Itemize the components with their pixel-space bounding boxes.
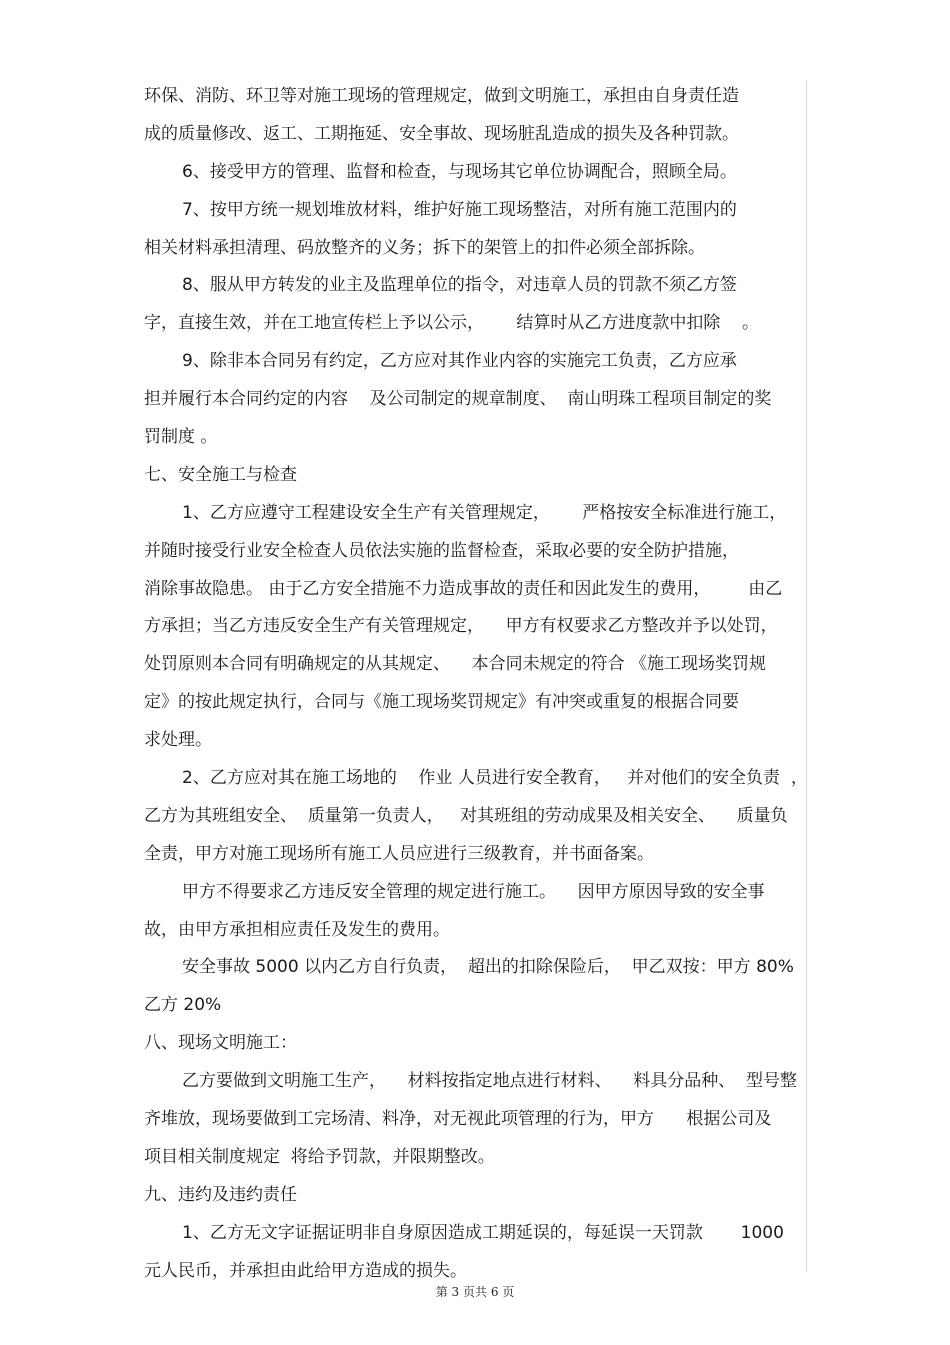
paragraph-line: 处罚原则本合同有明确规定的从其规定、 本合同未规定的符合 《施工现场奖罚规 bbox=[144, 654, 767, 675]
paragraph-line: 安全事故 5000 以内乙方自行负责， 超出的扣除保险后， 甲乙双按：甲方 80% bbox=[182, 957, 794, 978]
clause-7-1: 1、乙方应遵守工程建设安全生产有关管理规定， 严格按安全标准进行施工， bbox=[182, 502, 787, 523]
paragraph-line: 相关材料承担清理、码放整齐的义务；拆下的架管上的扣件必须全部拆除。 bbox=[144, 237, 705, 258]
clause-9-1: 1、乙方无文字证据证明非自身原因造成工期延误的，每延误一天罚款 1000 bbox=[182, 1222, 784, 1243]
paragraph-line: 并随时接受行业安全检查人员依法实施的监督检查，采取必要的安全防护措施， bbox=[144, 540, 739, 561]
paragraph-line: 齐堆放，现场要做到工完场清、料净，对无视此项管理的行为，甲方 根据公司及 bbox=[144, 1109, 772, 1130]
paragraph-line: 项目相关制度规定 将给予罚款，并限期整改。 bbox=[144, 1146, 495, 1167]
section-heading-7: 七、安全施工与检查 bbox=[144, 464, 297, 485]
paragraph-line: 乙方要做到文明施工生产， 材料按指定地点进行材料、 料具分品种、 型号整 bbox=[182, 1071, 798, 1092]
paragraph-line: 求处理。 bbox=[144, 730, 212, 751]
paragraph-line: 担并履行本合同约定的内容 及公司制定的规章制度、 南山明珠工程项目制定的奖 bbox=[144, 389, 772, 410]
page-number: 第 3 页共 6 页 bbox=[435, 1285, 515, 1299]
paragraph-line: 乙方 20% bbox=[144, 995, 222, 1016]
paragraph-line: 定》的按此规定执行，合同与《施工现场奖罚规定》有冲突或重复的根据合同要 bbox=[144, 692, 739, 713]
clause-8: 8、服从甲方转发的业主及监理单位的指令，对违章人员的罚款不须乙方签 bbox=[182, 275, 737, 296]
paragraph-line: 甲方不得要求乙方违反安全管理的规定进行施工。 因甲方原因导致的安全事 bbox=[182, 881, 765, 902]
clause-7-2: 2、乙方应对其在施工场地的 作业 人员进行安全教育， 并对他们的安全负责 ， bbox=[182, 768, 808, 789]
paragraph-line: 罚制度 。 bbox=[144, 427, 218, 448]
paragraph-line: 方承担；当乙方违反安全生产有关管理规定， 甲方有权要求乙方整改并予以处罚， bbox=[144, 616, 778, 637]
clause-9: 9、除非本合同另有约定，乙方应对其作业内容的实施完工负责，乙方应承 bbox=[182, 351, 737, 372]
paragraph-line: 元人民币，并承担由此给甲方造成的损失。 bbox=[144, 1260, 467, 1281]
document-body bbox=[144, 78, 809, 1291]
paragraph-line: 环保、消防、环卫等对施工现场的管理规定，做到文明施工，承担由自身责任造 bbox=[144, 86, 739, 106]
paragraph-line: 成的质量修改、返工、工期拖延、安全事故、现场脏乱造成的损失及各种罚款。 bbox=[144, 123, 739, 144]
paragraph-line: 消除事故隐患。 由于乙方安全措施不力造成事故的责任和因此发生的费用， 由乙 bbox=[144, 578, 783, 599]
paragraph-line: 乙方为其班组安全、 质量第一负责人， 对其班组的劳动成果及相关安全、 质量负 bbox=[144, 805, 788, 826]
section-heading-8: 八、现场文明施工： bbox=[144, 1033, 297, 1054]
paragraph-line: 字，直接生效，并在工地宣传栏上予以公示， 结算时从乙方进度款中扣除 。 bbox=[144, 313, 760, 334]
clause-7: 7、按甲方统一规划堆放材料，维护好施工现场整洁，对所有施工范围内的 bbox=[182, 199, 737, 220]
clause-6: 6、接受甲方的管理、监督和检查，与现场其它单位协调配合，照顾全局。 bbox=[182, 161, 737, 182]
paragraph-line: 故，由甲方承担相应责任及发生的费用。 bbox=[144, 919, 450, 940]
paragraph-line: 全责，甲方对施工现场所有施工人员应进行三级教育，并书面备案。 bbox=[144, 843, 654, 864]
section-heading-9: 九、违约及违约责任 bbox=[144, 1184, 297, 1205]
